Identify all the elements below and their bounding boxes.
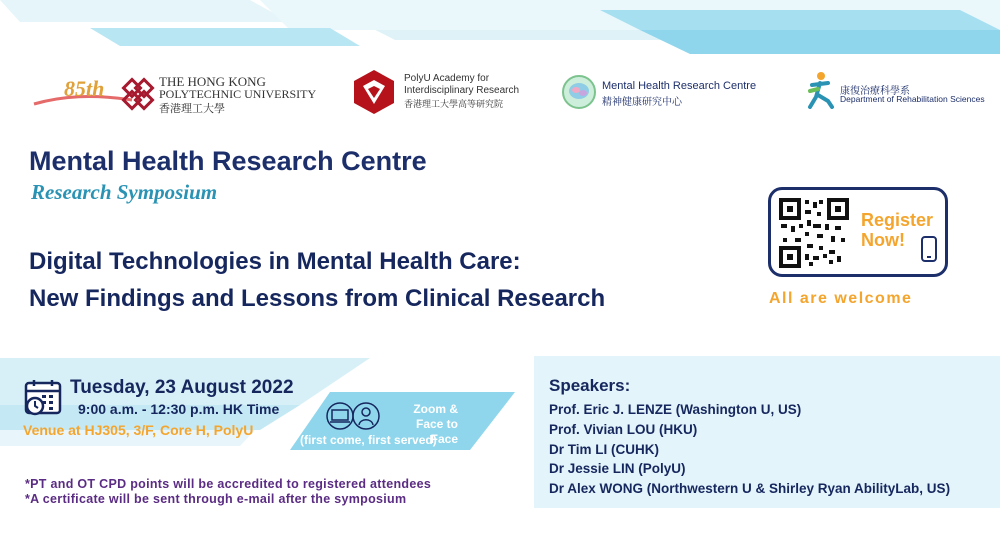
register-label-line2[interactable]: Now!: [861, 230, 905, 250]
symposium-title-line1: Digital Technologies in Mental Health Care:: [29, 248, 521, 275]
logo-polyu: [32, 72, 322, 117]
qr-code-icon[interactable]: [779, 198, 849, 268]
symposium-title-line2: New Findings and Lessons from Clinical Research: [29, 285, 606, 312]
logo-rs: [806, 71, 996, 111]
speaker-item: Dr Tim LI (CUHK): [549, 442, 659, 457]
rs-logo-en: Department of Rehabilitation Sciences: [840, 94, 985, 104]
pair-name-line1: PolyU Academy for: [404, 73, 490, 84]
rs-logo-cn: 康復治療科學系: [840, 86, 910, 97]
speaker-item: Dr Alex WONG (Northwestern U & Shirley Ryan AbilityLab, US): [549, 481, 951, 496]
logo-mhrc: [562, 75, 762, 111]
event-time: 9:00 a.m. - 12:30 p.m. HK Time: [78, 401, 280, 417]
polyu-name-line2: POLYTECHNIC UNIVERSITY: [159, 87, 317, 101]
phone-icon: [921, 236, 937, 262]
speaker-item: Prof. Eric J. LENZE (Washington U, US): [549, 402, 802, 417]
event-type: Research Symposium: [31, 180, 218, 204]
polyu-anniversary: 85th: [64, 76, 105, 101]
register-card[interactable]: [768, 187, 948, 277]
polyu-name-cn: 香港理工大學: [159, 103, 225, 115]
centre-title: Mental Health Research Centre: [29, 146, 427, 176]
mode-line2: Face to Face: [415, 417, 458, 446]
certificate-note: *A certificate will be sent through e-mail after the symposium: [25, 492, 407, 506]
top-decoration: [0, 0, 1000, 60]
speakers-heading: Speakers:: [549, 376, 631, 395]
zoom-face-to-face-icon: [325, 401, 381, 431]
polyu-emblem-icon: [120, 76, 156, 112]
speaker-item: Prof. Vivian LOU (HKU): [549, 422, 698, 437]
register-label-line1[interactable]: Register: [861, 210, 934, 230]
brain-icon: [562, 75, 596, 109]
event-venue: Venue at HJ305, 3/F, Core H, PolyU: [23, 422, 254, 438]
welcome-text: All are welcome: [769, 290, 913, 307]
event-date: Tuesday, 23 August 2022: [70, 377, 294, 398]
pair-hexagon-icon: [352, 68, 396, 114]
rehab-figure-icon: [806, 71, 836, 109]
calendar-icon: [24, 379, 64, 417]
pair-name-line2: Interdisciplinary Research: [404, 85, 520, 96]
mhrc-logo-cn: 精神健康研究中心: [602, 97, 682, 108]
mode-line1: Zoom &: [413, 402, 458, 416]
mode-note: (first come, first served): [300, 433, 437, 447]
mhrc-logo-en: Mental Health Research Centre: [602, 80, 757, 92]
polyu-name-line1: THE HONG KONG: [159, 74, 266, 89]
pair-name-cn: 香港理工大學高等研究院: [404, 99, 504, 109]
speaker-item: Dr Jessie LIN (PolyU): [549, 461, 686, 476]
cpd-note: *PT and OT CPD points will be accredited to registered attendees: [25, 477, 432, 491]
logo-pair: [352, 66, 532, 116]
